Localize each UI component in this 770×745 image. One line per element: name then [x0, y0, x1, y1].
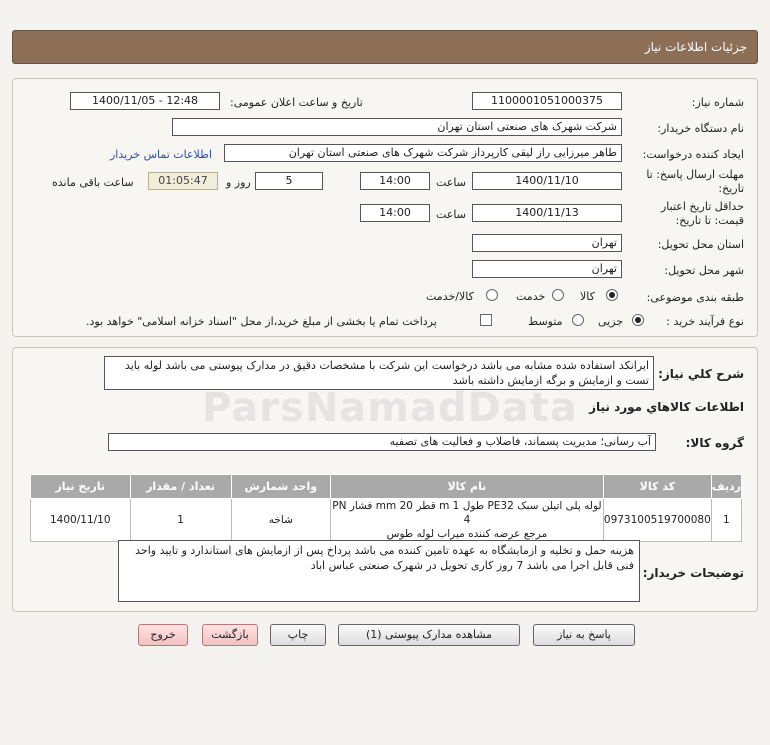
remaining-label: ساعت باقی مانده	[52, 176, 134, 189]
col-code: کد کالا	[603, 475, 711, 499]
days-field: 5	[255, 172, 323, 190]
process-radio-medium[interactable]	[572, 314, 584, 326]
need-number-field: 1100001051000375	[472, 92, 622, 110]
exit-button[interactable]: خروج	[138, 624, 188, 646]
page-header	[12, 30, 758, 64]
validity-label-2: قیمت: تا تاریخ:	[675, 214, 744, 227]
process-option-medium: متوسط	[528, 315, 563, 328]
delivery-city-field: تهران	[472, 260, 622, 278]
buyer-org-label: نام دستگاه خریدار:	[657, 122, 744, 135]
process-label: نوع فرآیند خرید :	[666, 315, 744, 328]
validity-date-field: 1400/11/13	[472, 204, 622, 222]
row-code: 0973100519700080	[603, 499, 711, 542]
col-unit: واحد شمارش	[231, 475, 330, 499]
process-radio-minor[interactable]	[632, 314, 644, 326]
category-radio-service[interactable]	[552, 289, 564, 301]
category-option-goods: کالا	[580, 290, 595, 303]
view-attachments-button[interactable]: مشاهده مدارک پیوستی (1)	[338, 624, 520, 646]
buyer-org-field: شرکت شهرک های صنعتی استان تهران	[172, 118, 622, 136]
requester-label: ایجاد کننده درخواست:	[642, 148, 744, 161]
process-option-minor: جزیی	[598, 315, 624, 328]
category-option-service: خدمت	[516, 290, 546, 303]
validity-time-field: 14:00	[360, 204, 430, 222]
payment-note: پرداخت تمام یا بخشی از مبلغ خرید،از محل "اسناد خزانه اسلامی" خواهد بود.	[86, 315, 437, 328]
remaining-time-field: 01:05:47	[148, 172, 218, 190]
row-index: 1	[711, 499, 741, 542]
deadline-time-label: ساعت	[436, 176, 466, 189]
days-label: روز و	[226, 176, 251, 189]
need-number-label: شماره نیاز:	[691, 96, 744, 109]
deadline-time-field: 14:00	[360, 172, 430, 190]
delivery-city-label: شهر محل تحویل:	[664, 264, 744, 277]
deadline-label-1: مهلت ارسال پاسخ: تا	[646, 168, 744, 181]
delivery-province-field: تهران	[472, 234, 622, 252]
goods-section-title: اطلاعات کالاهاي مورد نياز	[589, 400, 744, 414]
treasury-payment-checkbox[interactable]	[480, 314, 492, 326]
category-radio-goods-service[interactable]	[486, 289, 498, 301]
buyer-notes-text: هزینه حمل و تخلیه و ازمایشگاه به عهده تامین کننده می باشد پرداخ پس از ازمایش های استاندارد و تایید واحد فنی قابل اجرا می باشد 7 روز کاری تحویل در شهرک صنعتی عباس اباد	[118, 540, 640, 602]
summary-text: ایرانکد استفاده شده مشابه می باشد درخواست این شرکت با مشخصات دقیق در مدارک پیوستی می باشد لوله باید تست و ازمایش و برگه ازمایش داشته باشد	[104, 356, 654, 390]
row-name-line1: لوله پلی اتیلن سبک PE32 طول 1 m قطر 20 mm فشار PN 4	[332, 500, 602, 526]
col-date: تاریخ نیاز	[31, 475, 131, 499]
announce-label: تاریخ و ساعت اعلان عمومی:	[230, 96, 363, 109]
category-label: طبقه بندی موضوعی:	[646, 291, 744, 304]
back-button[interactable]: بازگشت	[202, 624, 258, 646]
col-qty: تعداد / مقدار	[130, 475, 231, 499]
buyer-contact-link[interactable]: اطلاعات تماس خریدار	[110, 148, 212, 161]
print-button[interactable]: چاپ	[270, 624, 326, 646]
reply-button[interactable]: پاسخ به نیاز	[533, 624, 635, 646]
row-name	[330, 499, 603, 542]
deadline-date-field: 1400/11/10	[472, 172, 622, 190]
goods-table	[30, 474, 742, 542]
row-date: 1400/11/10	[31, 499, 131, 542]
summary-label: شرح کلي نياز:	[658, 367, 744, 381]
requester-field: طاهر میرزایی راز لیقی کارپرداز شرکت شهرک های صنعتی استان تهران	[224, 144, 622, 162]
page-title: جزئیات اطلاعات نیاز	[644, 40, 747, 54]
col-name: نام کالا	[330, 475, 603, 499]
validity-label-1: حداقل تاریخ اعتبار	[660, 200, 744, 213]
table-row	[31, 499, 742, 542]
row-qty: 1	[130, 499, 231, 542]
validity-time-label: ساعت	[436, 208, 466, 221]
buyer-notes-label: توضیحات خریدار:	[642, 566, 744, 580]
deadline-label-2: تاریخ:	[718, 182, 744, 195]
goods-group-field: آب رسانی؛ مدیریت پسماند، فاضلاب و فعالیت های تصفیه	[108, 433, 656, 451]
announce-field: 1400/11/05 - 12:48	[70, 92, 220, 110]
goods-table-container	[30, 474, 742, 542]
delivery-province-label: استان محل تحویل:	[657, 238, 744, 251]
row-name-line2: مرجع عرضه کننده میراب لوله طوس	[386, 528, 548, 540]
goods-table-header	[31, 475, 742, 499]
row-unit: شاخه	[231, 499, 330, 542]
col-index: ردیف	[711, 475, 741, 499]
goods-group-label: گروه کالا:	[685, 436, 744, 450]
category-option-goods-service: کالا/خدمت	[426, 290, 474, 303]
category-radio-goods[interactable]	[606, 289, 618, 301]
